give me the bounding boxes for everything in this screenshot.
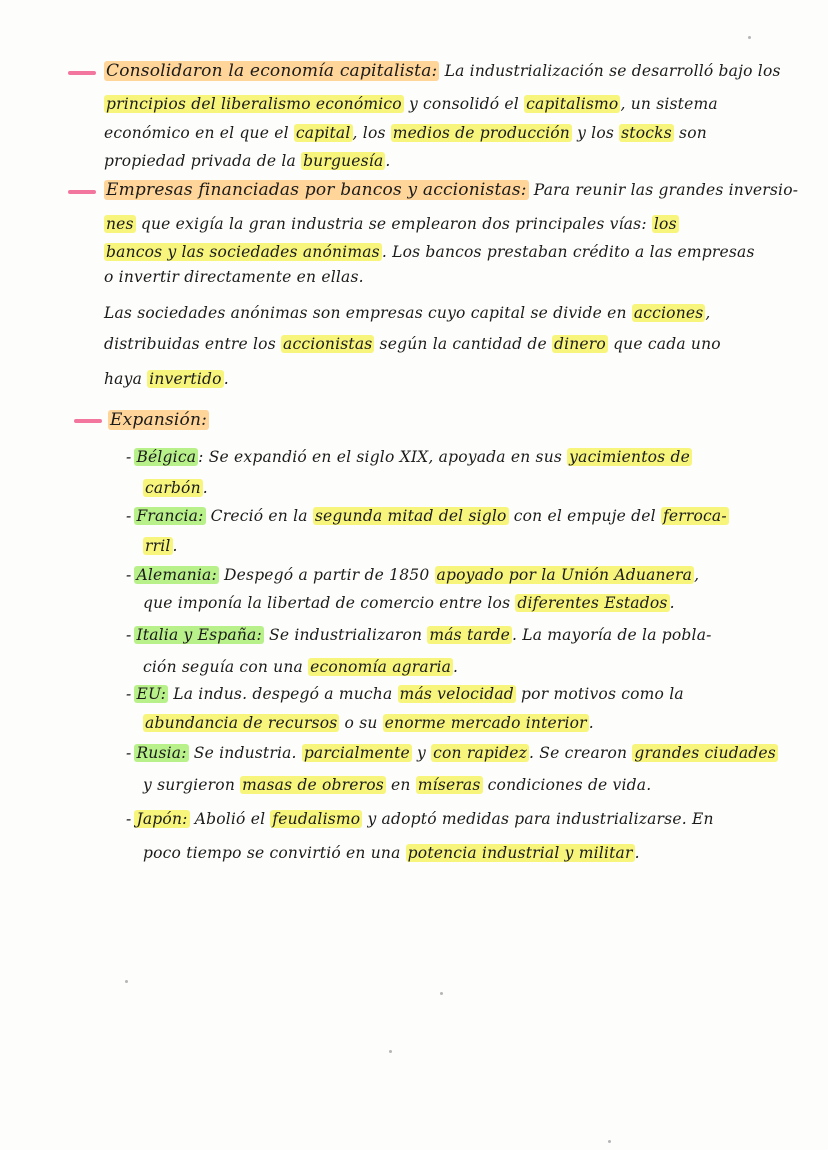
section-3-heading-line: [108, 409, 209, 431]
country-label: Bélgica: [136, 448, 197, 466]
list-item-alemania-line-2: que imponía la libertad de comercio entre los diferentes Estados .: [143, 594, 675, 612]
country-label: Francia:: [136, 507, 204, 525]
paper-speck: [389, 1050, 392, 1053]
list-item-italia-espana-line-2: ción seguía con una economía agraria .: [143, 658, 459, 676]
country-label: Alemania:: [136, 566, 217, 584]
country-label: Italia y España:: [136, 626, 262, 644]
section-1-line-4: propiedad privada de la burguesía .: [104, 152, 391, 170]
section-heading: Consolidaron la economía capitalista:: [106, 61, 438, 81]
country-label: EU:: [136, 685, 167, 703]
section-1-line-1: Consolidaron la economía capitalista: La industrialización se desarrolló bajo los: [106, 61, 781, 81]
section-2-line-3: bancos y las sociedades anónimas . Los bancos prestaban crédito a las empresas: [106, 243, 755, 261]
list-item-rusia-line-2: y surgieron masas de obreros en míseras condiciones de vida.: [143, 776, 652, 794]
list-item-francia-line-2: rril .: [145, 537, 178, 555]
list-item-belgica-line-1: - Bélgica : Se expandió en el siglo XIX, apoyada en sus yacimientos de: [126, 448, 690, 466]
list-item-belgica-line-2: carbón .: [145, 479, 208, 497]
list-item-italia-espana-line-1: - Italia y España: Se industrializaron más tarde . La mayoría de la pobla-: [126, 626, 712, 644]
section-1-line-3: económico en el que el capital , los medios de producción y los stocks son: [104, 124, 707, 142]
paper-speck: [440, 992, 443, 995]
section-2-line-1: Empresas financiadas por bancos y accionistas: Para reunir las grandes inversio-: [106, 180, 799, 200]
list-item-eu-line-1: - EU: La indus. despegó a mucha más velocidad por motivos como la: [126, 685, 684, 703]
bullet-marker: [68, 190, 96, 194]
bullet-marker: [68, 71, 96, 75]
list-item-alemania-line-1: - Alemania: Despegó a partir de 1850 apoyado por la Unión Aduanera ,: [126, 566, 700, 584]
section-2-para-2-line-2: distribuidas entre los accionistas según la cantidad de dinero que cada uno: [104, 335, 721, 353]
paper-speck: [608, 1140, 611, 1143]
section-2-line-2: nes que exigía la gran industria se emplearon dos principales vías: los: [106, 215, 677, 233]
section-heading: Expansión:: [110, 410, 208, 430]
list-item-francia-line-1: - Francia: Creció en la segunda mitad del siglo con el empuje del ferroca-: [126, 507, 727, 525]
section-2-para-2-line-3: haya invertido .: [104, 370, 229, 388]
paper-speck: [125, 980, 128, 983]
paper-speck: [748, 36, 751, 39]
country-label: Rusia:: [136, 744, 187, 762]
list-item-japon-line-1: - Japón: Abolió el feudalismo y adoptó medidas para industrializarse. En: [126, 810, 714, 828]
section-1-line-2: principios del liberalismo económico y consolidó el capitalismo , un sistema: [106, 95, 718, 113]
section-2-para-2-line-1: Las sociedades anónimas son empresas cuyo capital se divide en acciones ,: [104, 304, 711, 322]
section-2-line-4: o invertir directamente en ellas.: [104, 268, 364, 286]
section-heading: Empresas financiadas por bancos y accionistas:: [106, 180, 527, 200]
list-item-rusia-line-1: - Rusia: Se industria. parcialmente y con rapidez . Se crearon grandes ciudades: [126, 744, 776, 762]
country-label: Japón:: [136, 810, 188, 828]
bullet-marker: [74, 419, 102, 423]
list-item-japon-line-2: poco tiempo se convirtió en una potencia industrial y militar .: [143, 844, 640, 862]
list-item-eu-line-2: abundancia de recursos o su enorme mercado interior .: [145, 714, 594, 732]
